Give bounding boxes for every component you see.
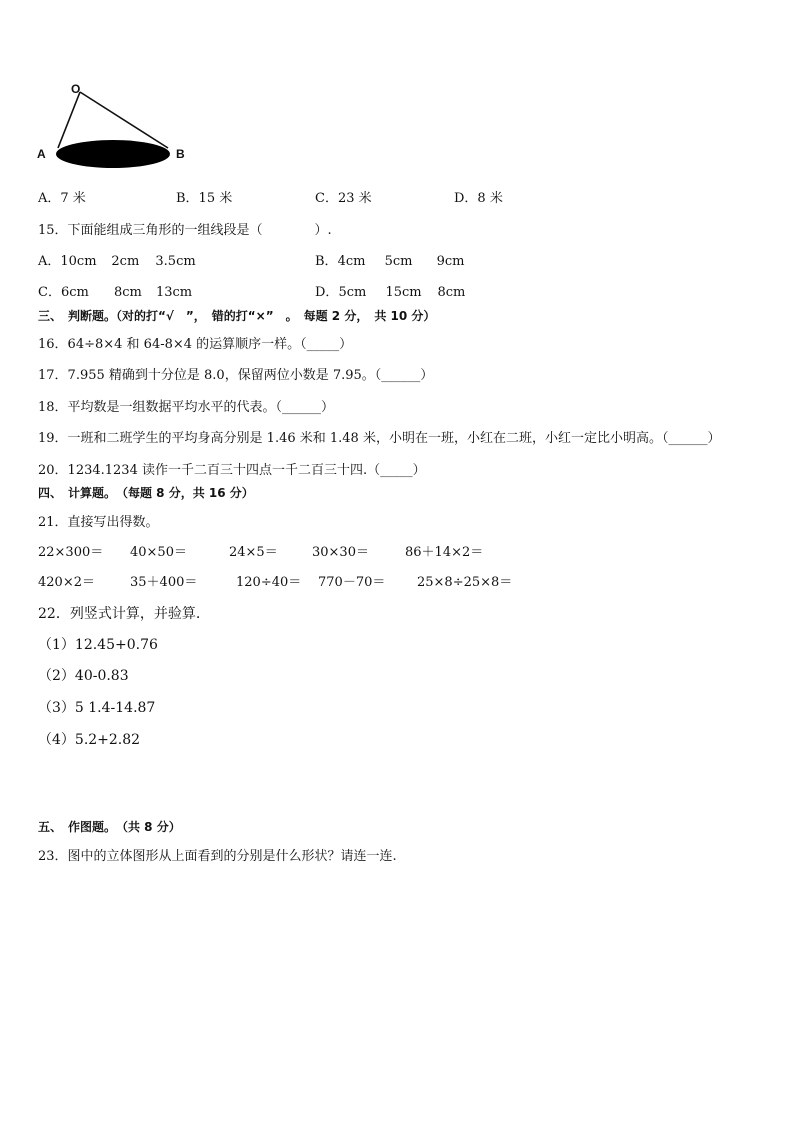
- q22-item-1: （1）12.45+0.76: [38, 637, 158, 653]
- q22-item-2: （2）40-0.83: [38, 668, 129, 684]
- q14-option-b: B．15 米: [176, 191, 233, 206]
- q14-option-d: D．8 米: [454, 191, 503, 206]
- label-o: O: [71, 82, 81, 96]
- section4-heading: 四、 计算题。 （每题 8 分，共 16 分）: [38, 486, 254, 500]
- q21-item: 22×300＝: [38, 545, 104, 560]
- q15-option-c: C．6cm 8cm 13cm: [38, 285, 193, 300]
- q17: 17．7.955 精确到十分位是 8.0，保留两位小数是 7.95。（______）: [38, 368, 434, 383]
- q22-item-3: （3）5 1.4-14.87: [38, 700, 156, 716]
- q21-item: 30×30＝: [312, 545, 369, 560]
- q15-option-b: B．4cm 5cm 9cm: [315, 254, 465, 269]
- label-a: A: [37, 147, 46, 161]
- q19: 19．一班和二班学生的平均身高分别是 1.46 米和 1.48 米，小明在一班，小红在二班，小红一定比小明高。（______）: [38, 431, 721, 446]
- q21-item: 35＋400＝: [130, 575, 198, 590]
- section5-heading: 五、 作图题。 （共 8 分）: [38, 820, 181, 834]
- q22-stem: 22．列竖式计算，并验算.: [38, 606, 201, 622]
- q21-stem: 21．直接写出得数。: [38, 515, 159, 530]
- q21-item: 40×50＝: [130, 545, 187, 560]
- q21-item: 120÷40＝: [236, 575, 302, 590]
- q21-item: 420×2＝: [38, 575, 95, 590]
- q23-stem: 23．图中的立体图形从上面看到的分别是什么形状？请连一连.: [38, 849, 397, 864]
- q20: 20．1234.1234 读作一千二百三十四点一千二百三十四.（_____）: [38, 463, 426, 478]
- q21-item: 770－70＝: [318, 575, 386, 590]
- q22-item-4: （4）5.2+2.82: [38, 732, 141, 748]
- cone-base: [56, 140, 170, 168]
- q21-item: 86＋14×2＝: [405, 545, 484, 560]
- q15-option-a: A．10cm 2cm 3.5cm: [38, 254, 196, 269]
- q16: 16．64÷8×4 和 64-8×4 的运算顺序一样。（_____）: [38, 337, 353, 352]
- q14-option-a: A．7 米: [38, 191, 86, 206]
- q18: 18．平均数是一组数据平均水平的代表。（______）: [38, 400, 335, 415]
- q21-item: 25×8÷25×8＝: [417, 575, 513, 590]
- label-b: B: [176, 147, 185, 161]
- q14-option-c: C．23 米: [315, 191, 372, 206]
- cone-edge-oa: [58, 92, 80, 148]
- section3-heading: 三、 判断题。（对的打“√ ”， 错的打“×” 。 每题 2 分， 共 10 分）: [38, 309, 436, 323]
- cone-figure: [30, 78, 200, 176]
- q15-option-d: D．5cm 15cm 8cm: [315, 285, 466, 300]
- q21-item: 24×5＝: [229, 545, 278, 560]
- cone-edge-ob: [80, 92, 168, 148]
- q15-stem: 15．下面能组成三角形的一组线段是（ ）.: [38, 223, 332, 238]
